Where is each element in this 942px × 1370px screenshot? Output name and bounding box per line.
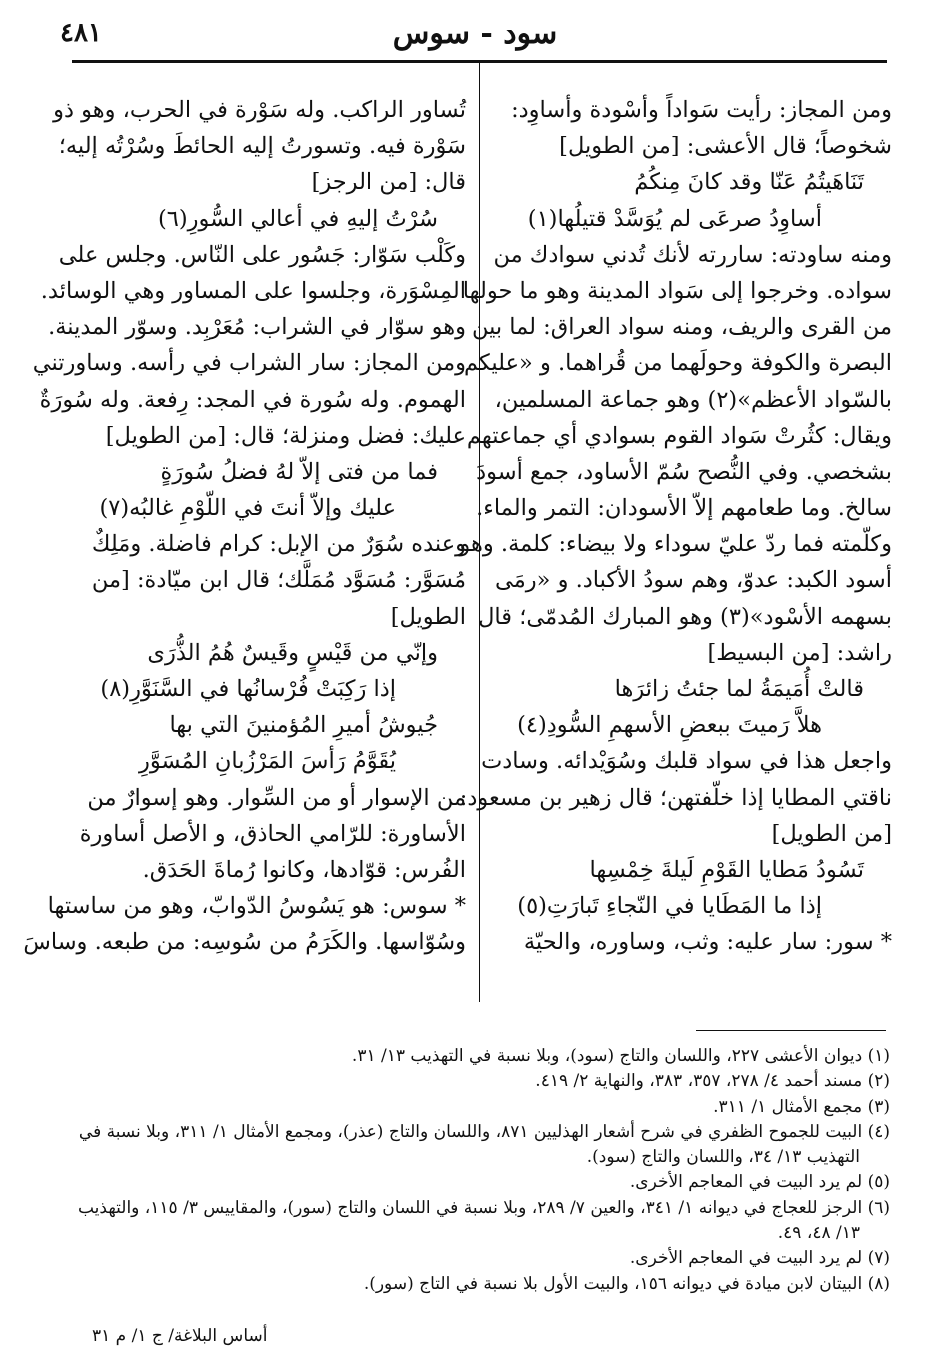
footnote: (١) ديوان الأعشى ٢٢٧، واللسان والتاج (سود)، وبلا نسبة في التهذيب ١٣/ ٣١. — [351, 1046, 890, 1066]
text-line: الفُرس: قوّادها، وكانوا رُماةَ الحَدَق. — [142, 856, 466, 883]
text-line: الهموم. وله سُورة في المجد: رِفعة. وله سُورَةٌ — [39, 386, 466, 413]
verse-line: هلاَّ رَميتَ ببعضِ الأسهمِ السُّودِ(٤) — [517, 712, 822, 739]
text-line: سواده. وخرجوا إلى سَواد المدينة وهو ما حولها — [462, 277, 892, 304]
text-line: الطويل] — [390, 603, 466, 630]
right-column — [459, 92, 892, 961]
footnotes — [72, 1044, 890, 1297]
text-line: بشخصي. وفي النُّصح سُمّ الأساود، جمع أسودَ — [476, 458, 892, 485]
text-line: ومن المجاز: سار الشراب في رأسه. وساورتني — [32, 350, 466, 377]
text-line: * سوس: هو يَسُوسُ الدّوابّ، وهو من ساستها — [47, 893, 466, 920]
text-line: واجعل هذا في سواد قلبك وسُوَيْدائه. وسادت — [481, 748, 892, 775]
text-line: [من الطويل] — [771, 820, 892, 847]
text-line: المِسْوَرة، وجلسوا على المساور وهي الوسائد. — [40, 277, 466, 304]
verse-line: تَسُودُ مَطايا القَوْمِ لَيلةَ خِمْسِها — [589, 856, 864, 883]
text-line: سَوْرة فيه. وتسورتُ إليه الحائطَ وسُرْتُه إليه؛ — [58, 133, 466, 160]
text-line: بالسّواد الأعظم»(٢) وهو جماعة المسلمين، — [494, 386, 892, 413]
text-line: ومنه ساودته: ساررته لأنك تُدني سوادك من — [493, 241, 892, 268]
footnote: (٣) مجمع الأمثال ١/ ٣١١. — [713, 1096, 890, 1117]
text-line: تُساور الراكب. وله سَوْرة في الحرب، وهو ذو — [53, 97, 466, 123]
text-line: وعنده سُوَرٌ من الإبل: كرام فاضلة. ومَلِكٌ — [91, 531, 466, 558]
text-line: سالخ. وما طعامهم إلاّ الأسودان: التمر والماء. — [476, 495, 892, 522]
verse-line: إذا رَكِبَتْ فُرْسانُها في السَّنَوَّرِ(٨) — [100, 676, 396, 702]
footnote: (٦) الرجز للعجاج في ديوانه ١/ ٣٤١، والعين ٧/ ٢٨٩، وبلا نسبة في اللسان والتاج (سور)، والمقاييس ٣/ ١١٥، والتهذيب — [77, 1197, 890, 1218]
footnote-continuation: ١٣/ ٤٨، ٤٩. — [777, 1223, 860, 1244]
signature-mark: أساس البلاغة/ ج ١/ م ٣١ — [92, 1326, 268, 1346]
page-title: سود - سوس — [392, 16, 558, 51]
text-line: من القرى والريف، ومنه سواد العراق: لما بين — [471, 314, 892, 341]
text-line: وسُوّاسها. والكَرَمُ من سُوسِه: من طبعه. وساسَ — [23, 929, 466, 956]
text-line: ومن المجاز: رأيت سَواداً وأسْودة وأساوِد: — [511, 97, 892, 123]
verse-line: جُيوشُ أميرِ المُؤمنينَ التي بها — [169, 712, 438, 739]
text-line: وكلّمته فما ردّ عليّ سوداء ولا بيضاء: كلمة. وهو — [459, 531, 892, 558]
text-line: ناقتي المطايا إذا خلّفتهن؛ قال زهير بن مسعود: — [459, 784, 892, 811]
text-line: من الإسوار أو من السِّوار. وهو إسوارٌ من — [87, 784, 466, 811]
text-line: عليك: فضل ومنزلة؛ قال: [من الطويل] — [105, 422, 466, 449]
verse-line: تَنَاهَيتُمُ عَنّا وقد كانَ مِنكُمُ — [634, 169, 864, 196]
text-line: بسهمه الأسْود»(٣) وهو المبارك المُدمّى؛ قال — [478, 603, 892, 630]
footnote: (٢) مسند أحمد ٤/ ٢٧٨، ٣٥٧، ٣٨٣، والنهاية ٢/ ٤١٩. — [535, 1071, 890, 1092]
text-line: ويقال: كثُرتْ سَواد القوم بسوادي أي جماعتهم — [466, 422, 892, 449]
footnote: (٥) لم يرد البيت في المعاجم الأخرى. — [629, 1172, 890, 1193]
text-line: وكَلْب سَوّار: جَسُور على النّاس. وجلس على — [58, 241, 466, 268]
text-line: مُسَوَّر: مُسَوَّد مُمَلَّك؛ قال ابن ميّادة: [من — [91, 567, 466, 594]
footnote-rule — [696, 1030, 886, 1031]
footnote: (٧) لم يرد البيت في المعاجم الأخرى. — [629, 1248, 890, 1269]
text-line: البصرة والكوفة وحولَهما من قُراهما. و «عليكم — [463, 350, 892, 377]
verse-line: قالتْ أُمَيمَةُ لما جئتُ زائرَها — [614, 676, 864, 702]
verse-line: أساوِدُ صرعَى لم يُوَسَّدْ قتيلُها(١) — [527, 205, 822, 232]
text-line: راشد: [من البسيط] — [707, 639, 892, 666]
text-line: قال: [من الرجز] — [311, 169, 466, 196]
verse-line: فما من فتى إلاّ لهُ فضلُ سُورَةٍ — [160, 458, 438, 485]
left-column — [23, 92, 466, 961]
page-header — [60, 14, 890, 54]
verse-line: إذا ما المَطَايا في النّجاءِ تَبارَتِ(٥) — [517, 893, 822, 920]
text-line: الأساورة: للرّامي الحاذق، و الأصل أساورة — [79, 820, 466, 847]
text-line: * سور: سار عليه: وثب، وساوره، والحيّة — [523, 929, 892, 956]
verse-line: سُرْتُ إليهِ في أعالي السُّورِ(٦) — [158, 205, 438, 232]
verse-line: عليك وإلاّ أنتَ في اللّوْمِ غالبُه(٧) — [99, 495, 396, 522]
text-line: وهو سوّار في الشراب: مُعَرْبِد. وسوّر المدينة. — [48, 314, 466, 341]
verse-line: يُقَوَّمُ رَأسَ المَرْزُبانِ المُسَوَّرِ — [139, 748, 396, 775]
footnote: (٨) البيتان لابن ميادة في ديوانه ١٥٦، والبيت الأول بلا نسبة في التاج (سور). — [363, 1273, 890, 1294]
footnote-continuation: التهذيب ١٣/ ٣٤، واللسان والتاج (سود). — [586, 1147, 860, 1168]
text-line: أسود الكبد: عدوّ، وهم سودُ الأكباد. و «رمَى — [494, 567, 892, 594]
verse-line: وإنّي من قَيْسٍ وقَيسٌ هُمُ الذُّرَى — [147, 639, 438, 666]
page-number: ٤٨١ — [60, 18, 102, 48]
footnote: (٤) البيت للجموح الظفري في شرح أشعار الهذليين ٨٧١، واللسان والتاج (عذر)، ومجمع الأمثال ١/ ٣١١، وبلا نسبة في — [78, 1121, 890, 1142]
text-line: شخوصاً؛ قال الأعشى: [من الطويل] — [559, 133, 892, 160]
